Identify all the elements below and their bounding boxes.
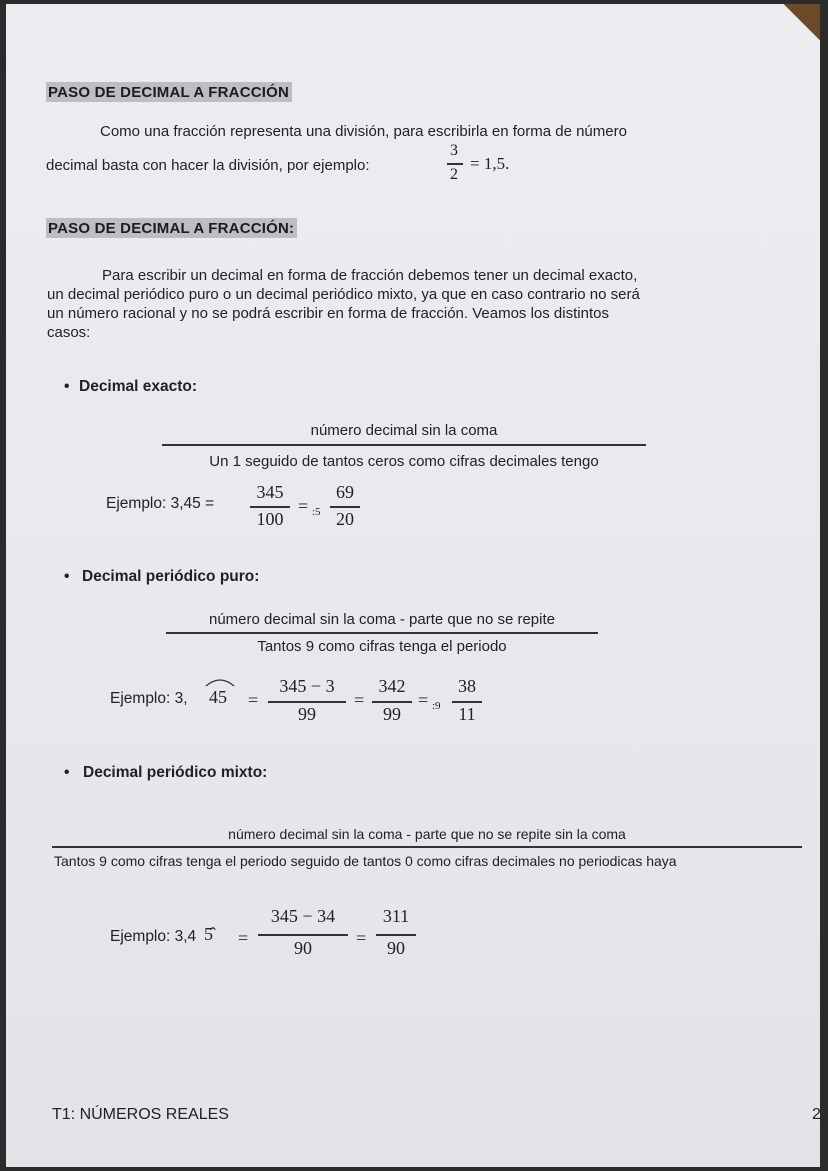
period-arc-icon: [204, 676, 236, 688]
exacto-f2-numerator: 69: [336, 482, 354, 502]
exacto-simplify: :5: [312, 506, 321, 518]
example-fraction-bar: [447, 163, 463, 165]
bullet-puro: •: [64, 568, 70, 585]
section1-heading: PASO DE DECIMAL A FRACCIÓN: [46, 82, 292, 102]
mixto-f1-denominator: 90: [294, 938, 312, 958]
puro-equals-1: =: [248, 690, 259, 710]
section2-line1: Para escribir un decimal en forma de fracción debemos tener un decimal exacto,: [102, 267, 638, 284]
puro-f1-numerator: 345 − 3: [279, 676, 335, 696]
puro-f2-bar: [372, 701, 412, 703]
exacto-rule-bar: [162, 444, 646, 446]
exacto-example-label: Ejemplo: 3,45 =: [106, 495, 215, 512]
exacto-rule-numerator: número decimal sin la coma: [310, 422, 498, 439]
page-number: 2: [812, 1106, 821, 1123]
section2-heading: PASO DE DECIMAL A FRACCIÓN:: [46, 218, 297, 238]
footer-title: T1: NÚMEROS REALES: [52, 1106, 229, 1123]
section2-line2: un decimal periódico puro o un decimal periódico mixto, ya que en caso contrario no será: [47, 286, 640, 303]
exacto-title: Decimal exacto:: [79, 378, 198, 395]
mixto-example-label: Ejemplo: 3,4: [110, 928, 197, 945]
document-page: [6, 4, 820, 1167]
mixto-f1-numerator: 345 − 34: [270, 906, 336, 926]
exacto-f2-bar: [330, 506, 360, 508]
exacto-rule-denominator: Un 1 seguido de tantos ceros como cifras decimales tengo: [209, 453, 599, 470]
puro-equals-3: =: [418, 690, 429, 710]
mixto-f1-bar: [258, 934, 348, 936]
puro-rule-bar: [166, 632, 598, 634]
exacto-f1-bar: [250, 506, 290, 508]
puro-title: Decimal periódico puro:: [82, 568, 260, 585]
section1-text-line1: Como una fracción representa una división, para escribirla en forma de número: [100, 123, 627, 140]
puro-rule-denominator: Tantos 9 como cifras tenga el periodo: [257, 638, 507, 655]
bullet-exacto: •: [64, 378, 70, 395]
section1-text-line2: decimal basta con hacer la división, por ejemplo:: [46, 157, 370, 174]
mixto-f2-denominator: 90: [387, 938, 405, 958]
exacto-equals: =: [298, 496, 309, 516]
mixto-period-digit: 5̂: [204, 924, 213, 944]
example-result: = 1,5.: [470, 154, 510, 173]
mixto-f2-bar: [376, 934, 416, 936]
puro-f1-denominator: 99: [298, 704, 316, 724]
puro-f3-denominator: 11: [458, 704, 476, 724]
exacto-f1-denominator: 100: [256, 509, 284, 529]
example-numerator: 3: [450, 142, 458, 159]
puro-f2-denominator: 99: [383, 704, 401, 724]
section2-line4: casos:: [47, 324, 91, 341]
puro-f1-bar: [268, 701, 346, 703]
exacto-f1-numerator: 345: [256, 482, 284, 502]
puro-rule-numerator: número decimal sin la coma - parte que no se repite: [208, 611, 555, 628]
page-corner: [780, 4, 820, 44]
mixto-equals-2: =: [356, 928, 367, 948]
puro-period: 45: [209, 687, 227, 707]
example-denominator: 2: [450, 166, 458, 183]
mixto-f2-numerator: 311: [382, 906, 410, 926]
puro-example-label: Ejemplo: 3,: [110, 690, 188, 707]
mixto-equals-1: =: [238, 928, 249, 948]
mixto-rule-bar: [52, 846, 802, 848]
puro-simplify: :9: [432, 700, 441, 712]
bullet-mixto: •: [64, 764, 70, 781]
mixto-title: Decimal periódico mixto:: [83, 764, 268, 781]
exacto-f2-denominator: 20: [336, 509, 354, 529]
puro-f2-numerator: 342: [378, 676, 406, 696]
mixto-rule-denominator: Tantos 9 como cifras tenga el periodo seguido de tantos 0 como cifras decimales no periodicas haya: [54, 853, 677, 869]
section2-line3: un número racional y no se podrá escribir en forma de fracción. Veamos los distintos: [47, 305, 609, 322]
puro-f3-numerator: 38: [458, 676, 476, 696]
mixto-rule-numerator: número decimal sin la coma - parte que no se repite sin la coma: [228, 826, 626, 842]
puro-f3-bar: [452, 701, 482, 703]
puro-equals-2: =: [354, 690, 365, 710]
